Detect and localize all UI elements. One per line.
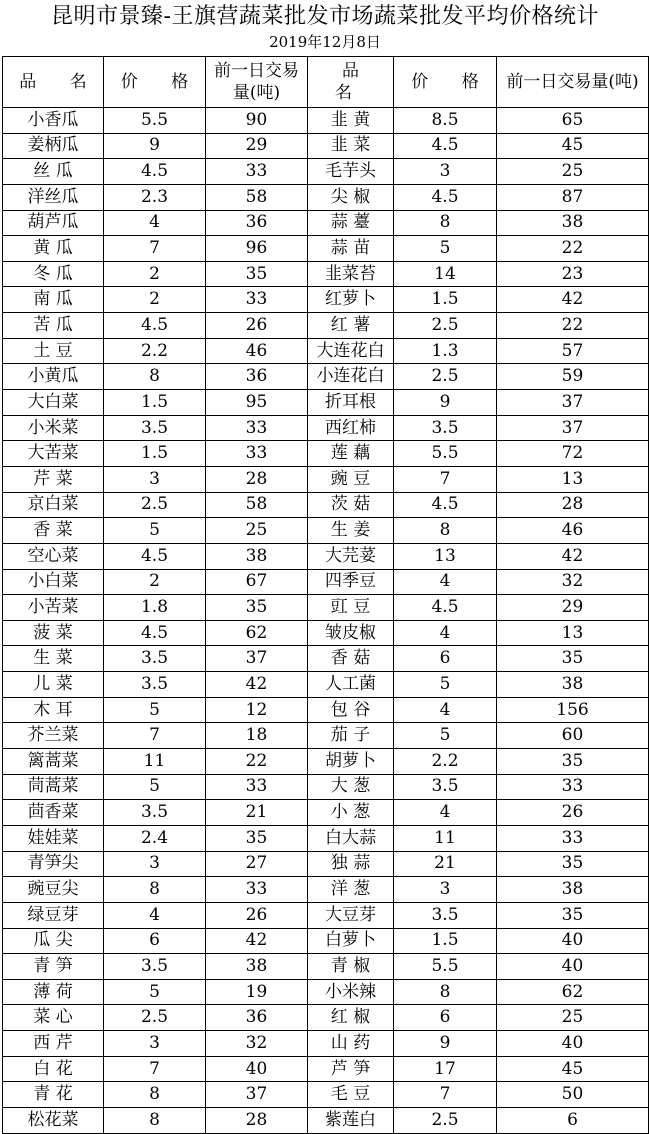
table-row (3, 415, 649, 441)
price-right: 3 (394, 877, 497, 903)
volume-right: 37 (497, 390, 649, 416)
volume-left: 62 (206, 620, 308, 646)
volume-right: 38 (497, 877, 649, 903)
price-right: 17 (394, 1056, 497, 1082)
vegetable-name-left: 木 耳 (3, 697, 104, 723)
volume-left: 38 (206, 543, 308, 569)
vegetable-name-right: 尖 椒 (308, 184, 394, 210)
price-right: 8 (394, 979, 497, 1005)
price-left: 3.5 (104, 415, 206, 441)
table-row (3, 364, 649, 390)
volume-right: 50 (497, 1082, 649, 1108)
vegetable-name-right: 红 椒 (308, 1005, 394, 1031)
table-row (3, 287, 649, 313)
table-row (3, 800, 649, 826)
vegetable-name-left: 香 菜 (3, 518, 104, 544)
table-row (3, 595, 649, 621)
vegetable-name-left: 大苦菜 (3, 441, 104, 467)
price-left: 3 (104, 851, 206, 877)
price-table-body (3, 57, 649, 1134)
vegetable-name-left: 菠 菜 (3, 620, 104, 646)
table-row (3, 954, 649, 980)
volume-left: 26 (206, 902, 308, 928)
price-left: 1.8 (104, 595, 206, 621)
vegetable-name-left: 小白菜 (3, 569, 104, 595)
vegetable-name-right: 紫莲白 (308, 1107, 394, 1133)
price-right: 8 (394, 518, 497, 544)
volume-left: 38 (206, 954, 308, 980)
volume-right: 13 (497, 620, 649, 646)
vegetable-name-right: 豇 豆 (308, 595, 394, 621)
vegetable-name-right: 洋 葱 (308, 877, 394, 903)
vegetable-name-left: 小米菜 (3, 415, 104, 441)
volume-left: 29 (206, 133, 308, 159)
price-left: 1.5 (104, 441, 206, 467)
vegetable-name-right: 蒜 苗 (308, 236, 394, 262)
volume-right: 45 (497, 133, 649, 159)
price-right: 5.5 (394, 441, 497, 467)
price-right: 21 (394, 851, 497, 877)
volume-right: 38 (497, 210, 649, 236)
volume-left: 58 (206, 492, 308, 518)
price-left: 4.5 (104, 159, 206, 185)
vegetable-name-right: 小米辣 (308, 979, 394, 1005)
volume-left: 95 (206, 390, 308, 416)
vegetable-name-left: 黄 瓜 (3, 236, 104, 262)
vegetable-name-left: 土 豆 (3, 338, 104, 364)
table-row (3, 620, 649, 646)
vegetable-name-left: 丝 瓜 (3, 159, 104, 185)
volume-right: 46 (497, 518, 649, 544)
volume-left: 25 (206, 518, 308, 544)
table-row (3, 133, 649, 159)
volume-left: 32 (206, 1031, 308, 1057)
volume-right: 33 (497, 774, 649, 800)
price-left: 6 (104, 928, 206, 954)
vegetable-name-right: 小 葱 (308, 800, 394, 826)
vegetable-name-left: 绿豆芽 (3, 902, 104, 928)
vegetable-name-left: 冬 瓜 (3, 261, 104, 287)
price-right: 2.5 (394, 364, 497, 390)
volume-right: 35 (497, 749, 649, 775)
table-row (3, 518, 649, 544)
price-left: 4.5 (104, 313, 206, 339)
price-right: 9 (394, 1031, 497, 1057)
vegetable-name-right: 韭 黄 (308, 108, 394, 134)
vegetable-name-right: 莲 藕 (308, 441, 394, 467)
volume-left: 27 (206, 851, 308, 877)
report-date: 2019年12月8日 (269, 33, 381, 51)
vegetable-name-left: 大白菜 (3, 390, 104, 416)
volume-right: 35 (497, 902, 649, 928)
vegetable-name-right: 折耳根 (308, 390, 394, 416)
volume-right: 38 (497, 672, 649, 698)
vegetable-name-right: 生 姜 (308, 518, 394, 544)
volume-right: 22 (497, 236, 649, 262)
table-row (3, 1056, 649, 1082)
price-right: 4 (394, 620, 497, 646)
volume-left: 58 (206, 184, 308, 210)
vegetable-name-right: 大芫荽 (308, 543, 394, 569)
volume-left: 37 (206, 1082, 308, 1108)
volume-left: 36 (206, 210, 308, 236)
table-row (3, 1082, 649, 1108)
table-row (3, 672, 649, 698)
volume-left: 33 (206, 159, 308, 185)
volume-left: 21 (206, 800, 308, 826)
header-price-left: 价 格 (104, 57, 206, 108)
price-left: 4.5 (104, 620, 206, 646)
table-row (3, 569, 649, 595)
table-row (3, 1107, 649, 1133)
vegetable-name-left: 娃娃菜 (3, 825, 104, 851)
price-right: 1.5 (394, 287, 497, 313)
price-right: 6 (394, 646, 497, 672)
vegetable-name-right: 西红柿 (308, 415, 394, 441)
header-volume-left: 前一日交易量(吨) (206, 57, 308, 108)
volume-left: 67 (206, 569, 308, 595)
price-right: 4.5 (394, 492, 497, 518)
vegetable-name-right: 小连花白 (308, 364, 394, 390)
volume-left: 35 (206, 825, 308, 851)
price-right: 3 (394, 159, 497, 185)
volume-right: 22 (497, 313, 649, 339)
price-left: 8 (104, 1082, 206, 1108)
vegetable-name-right: 大连花白 (308, 338, 394, 364)
vegetable-name-right: 毛芋头 (308, 159, 394, 185)
vegetable-name-right: 白萝卜 (308, 928, 394, 954)
volume-left: 46 (206, 338, 308, 364)
price-right: 8.5 (394, 108, 497, 134)
vegetable-name-left: 芹 菜 (3, 466, 104, 492)
vegetable-name-left: 西 芹 (3, 1031, 104, 1057)
volume-right: 25 (497, 1005, 649, 1031)
vegetable-name-left: 生 菜 (3, 646, 104, 672)
volume-right: 26 (497, 800, 649, 826)
price-right: 1.3 (394, 338, 497, 364)
price-right: 9 (394, 390, 497, 416)
volume-right: 60 (497, 723, 649, 749)
volume-right: 32 (497, 569, 649, 595)
price-right: 3.5 (394, 774, 497, 800)
vegetable-name-left: 青 花 (3, 1082, 104, 1108)
header-price-right: 价 格 (394, 57, 497, 108)
volume-right: 6 (497, 1107, 649, 1133)
table-row (3, 877, 649, 903)
volume-right: 62 (497, 979, 649, 1005)
volume-right: 72 (497, 441, 649, 467)
price-right: 4 (394, 800, 497, 826)
price-left: 5 (104, 774, 206, 800)
table-row (3, 313, 649, 339)
vegetable-name-left: 青笋尖 (3, 851, 104, 877)
price-right: 2.2 (394, 749, 497, 775)
vegetable-name-right: 韭 菜 (308, 133, 394, 159)
volume-left: 37 (206, 646, 308, 672)
table-row (3, 749, 649, 775)
price-left: 4 (104, 902, 206, 928)
price-right: 4.5 (394, 184, 497, 210)
price-left: 5.5 (104, 108, 206, 134)
vegetable-name-left: 小黄瓜 (3, 364, 104, 390)
price-right: 4 (394, 697, 497, 723)
vegetable-name-left: 姜柄瓜 (3, 133, 104, 159)
volume-left: 35 (206, 595, 308, 621)
vegetable-name-left: 菜 心 (3, 1005, 104, 1031)
volume-left: 40 (206, 1056, 308, 1082)
price-left: 3.5 (104, 800, 206, 826)
price-right: 5.5 (394, 954, 497, 980)
header-name-left: 品 名 (3, 57, 104, 108)
table-row (3, 236, 649, 262)
price-left: 2.2 (104, 338, 206, 364)
vegetable-name-right: 毛 豆 (308, 1082, 394, 1108)
vegetable-name-left: 芥兰菜 (3, 723, 104, 749)
price-left: 8 (104, 1107, 206, 1133)
price-right: 7 (394, 1082, 497, 1108)
table-row (3, 210, 649, 236)
price-left: 5 (104, 979, 206, 1005)
price-left: 4 (104, 210, 206, 236)
price-right: 4.5 (394, 133, 497, 159)
header-volume-right: 前一日交易量(吨) (497, 57, 649, 108)
volume-left: 28 (206, 466, 308, 492)
price-left: 7 (104, 1056, 206, 1082)
vegetable-name-right: 胡萝卜 (308, 749, 394, 775)
volume-right: 23 (497, 261, 649, 287)
volume-left: 36 (206, 1005, 308, 1031)
price-table (2, 56, 649, 1134)
vegetable-name-right: 香 菇 (308, 646, 394, 672)
volume-right: 65 (497, 108, 649, 134)
table-header-row (3, 57, 649, 108)
vegetable-name-right: 茄 子 (308, 723, 394, 749)
volume-left: 96 (206, 236, 308, 262)
price-right: 3.5 (394, 415, 497, 441)
vegetable-name-right: 皱皮椒 (308, 620, 394, 646)
price-left: 8 (104, 364, 206, 390)
vegetable-name-right: 四季豆 (308, 569, 394, 595)
table-row (3, 184, 649, 210)
price-left: 2.4 (104, 825, 206, 851)
vegetable-name-left: 小香瓜 (3, 108, 104, 134)
table-row (3, 825, 649, 851)
price-left: 7 (104, 236, 206, 262)
table-row (3, 466, 649, 492)
price-right: 4.5 (394, 595, 497, 621)
volume-left: 33 (206, 774, 308, 800)
vegetable-name-left: 松花菜 (3, 1107, 104, 1133)
volume-left: 12 (206, 697, 308, 723)
price-left: 2.5 (104, 1005, 206, 1031)
price-left: 2 (104, 569, 206, 595)
price-right: 5 (394, 723, 497, 749)
price-left: 3 (104, 466, 206, 492)
volume-right: 40 (497, 954, 649, 980)
page-title: 昆明市景臻-王旗营蔬菜批发市场蔬菜批发平均价格统计 (51, 4, 599, 29)
vegetable-name-right: 大豆芽 (308, 902, 394, 928)
volume-left: 33 (206, 877, 308, 903)
price-left: 1.5 (104, 390, 206, 416)
vegetable-name-left: 空心菜 (3, 543, 104, 569)
volume-left: 18 (206, 723, 308, 749)
vegetable-name-left: 篱蒿菜 (3, 749, 104, 775)
volume-left: 42 (206, 672, 308, 698)
price-left: 3 (104, 1031, 206, 1057)
volume-right: 42 (497, 543, 649, 569)
volume-right: 156 (497, 697, 649, 723)
volume-right: 35 (497, 646, 649, 672)
table-row (3, 774, 649, 800)
price-right: 4 (394, 569, 497, 595)
vegetable-name-right: 独 蒜 (308, 851, 394, 877)
vegetable-name-right: 包 谷 (308, 697, 394, 723)
price-left: 3.5 (104, 954, 206, 980)
price-left: 2.3 (104, 184, 206, 210)
vegetable-name-right: 韭菜苔 (308, 261, 394, 287)
volume-right: 33 (497, 825, 649, 851)
price-right: 13 (394, 543, 497, 569)
vegetable-name-left: 洋丝瓜 (3, 184, 104, 210)
volume-left: 33 (206, 415, 308, 441)
volume-right: 87 (497, 184, 649, 210)
table-row (3, 902, 649, 928)
price-right: 5 (394, 236, 497, 262)
vegetable-name-right: 白大蒜 (308, 825, 394, 851)
price-left: 11 (104, 749, 206, 775)
price-left: 3.5 (104, 646, 206, 672)
price-right: 2.5 (394, 1107, 497, 1133)
volume-left: 22 (206, 749, 308, 775)
price-left: 3.5 (104, 672, 206, 698)
vegetable-name-right: 大 葱 (308, 774, 394, 800)
table-row (3, 697, 649, 723)
volume-right: 40 (497, 928, 649, 954)
vegetable-name-right: 青 椒 (308, 954, 394, 980)
price-left: 2 (104, 287, 206, 313)
table-row (3, 543, 649, 569)
header-name-right: 品 名 (308, 57, 394, 108)
table-row (3, 928, 649, 954)
vegetable-name-right: 红萝卜 (308, 287, 394, 313)
volume-left: 26 (206, 313, 308, 339)
price-left: 5 (104, 518, 206, 544)
price-right: 6 (394, 1005, 497, 1031)
vegetable-name-left: 儿 菜 (3, 672, 104, 698)
volume-right: 35 (497, 851, 649, 877)
vegetable-name-left: 南 瓜 (3, 287, 104, 313)
table-row (3, 492, 649, 518)
vegetable-name-left: 苦 瓜 (3, 313, 104, 339)
table-row (3, 108, 649, 134)
volume-right: 25 (497, 159, 649, 185)
volume-left: 42 (206, 928, 308, 954)
vegetable-name-left: 瓜 尖 (3, 928, 104, 954)
volume-right: 59 (497, 364, 649, 390)
table-row (3, 261, 649, 287)
volume-right: 28 (497, 492, 649, 518)
table-row (3, 338, 649, 364)
price-right: 14 (394, 261, 497, 287)
table-row (3, 646, 649, 672)
price-right: 5 (394, 672, 497, 698)
vegetable-name-right: 人工菌 (308, 672, 394, 698)
vegetable-name-right: 蒜 薹 (308, 210, 394, 236)
volume-left: 33 (206, 287, 308, 313)
volume-right: 42 (497, 287, 649, 313)
vegetable-name-right: 豌 豆 (308, 466, 394, 492)
vegetable-name-left: 薄 荷 (3, 979, 104, 1005)
vegetable-name-left: 小苦菜 (3, 595, 104, 621)
vegetable-name-left: 茴香菜 (3, 800, 104, 826)
table-row (3, 390, 649, 416)
volume-right: 40 (497, 1031, 649, 1057)
vegetable-name-right: 红 薯 (308, 313, 394, 339)
table-row (3, 723, 649, 749)
price-left: 4.5 (104, 543, 206, 569)
table-row (3, 159, 649, 185)
table-row (3, 979, 649, 1005)
volume-left: 33 (206, 441, 308, 467)
price-left: 2 (104, 261, 206, 287)
vegetable-name-left: 白 花 (3, 1056, 104, 1082)
price-right: 1.5 (394, 928, 497, 954)
volume-right: 45 (497, 1056, 649, 1082)
price-left: 7 (104, 723, 206, 749)
vegetable-name-right: 芦 笋 (308, 1056, 394, 1082)
vegetable-name-left: 茼蒿菜 (3, 774, 104, 800)
vegetable-name-right: 茨 菇 (308, 492, 394, 518)
volume-left: 35 (206, 261, 308, 287)
volume-right: 13 (497, 466, 649, 492)
price-left: 5 (104, 697, 206, 723)
table-row (3, 1005, 649, 1031)
volume-left: 19 (206, 979, 308, 1005)
table-row (3, 441, 649, 467)
volume-left: 28 (206, 1107, 308, 1133)
price-left: 9 (104, 133, 206, 159)
volume-right: 29 (497, 595, 649, 621)
volume-right: 37 (497, 415, 649, 441)
price-right: 11 (394, 825, 497, 851)
price-right: 7 (394, 466, 497, 492)
volume-left: 36 (206, 364, 308, 390)
price-right: 3.5 (394, 902, 497, 928)
vegetable-name-left: 豌豆尖 (3, 877, 104, 903)
vegetable-name-right: 山 药 (308, 1031, 394, 1057)
table-row (3, 851, 649, 877)
price-left: 2.5 (104, 492, 206, 518)
price-right: 8 (394, 210, 497, 236)
price-right: 2.5 (394, 313, 497, 339)
vegetable-name-left: 青 笋 (3, 954, 104, 980)
price-left: 8 (104, 877, 206, 903)
volume-left: 90 (206, 108, 308, 134)
table-row (3, 1031, 649, 1057)
volume-right: 57 (497, 338, 649, 364)
vegetable-name-left: 葫芦瓜 (3, 210, 104, 236)
vegetable-name-left: 京白菜 (3, 492, 104, 518)
